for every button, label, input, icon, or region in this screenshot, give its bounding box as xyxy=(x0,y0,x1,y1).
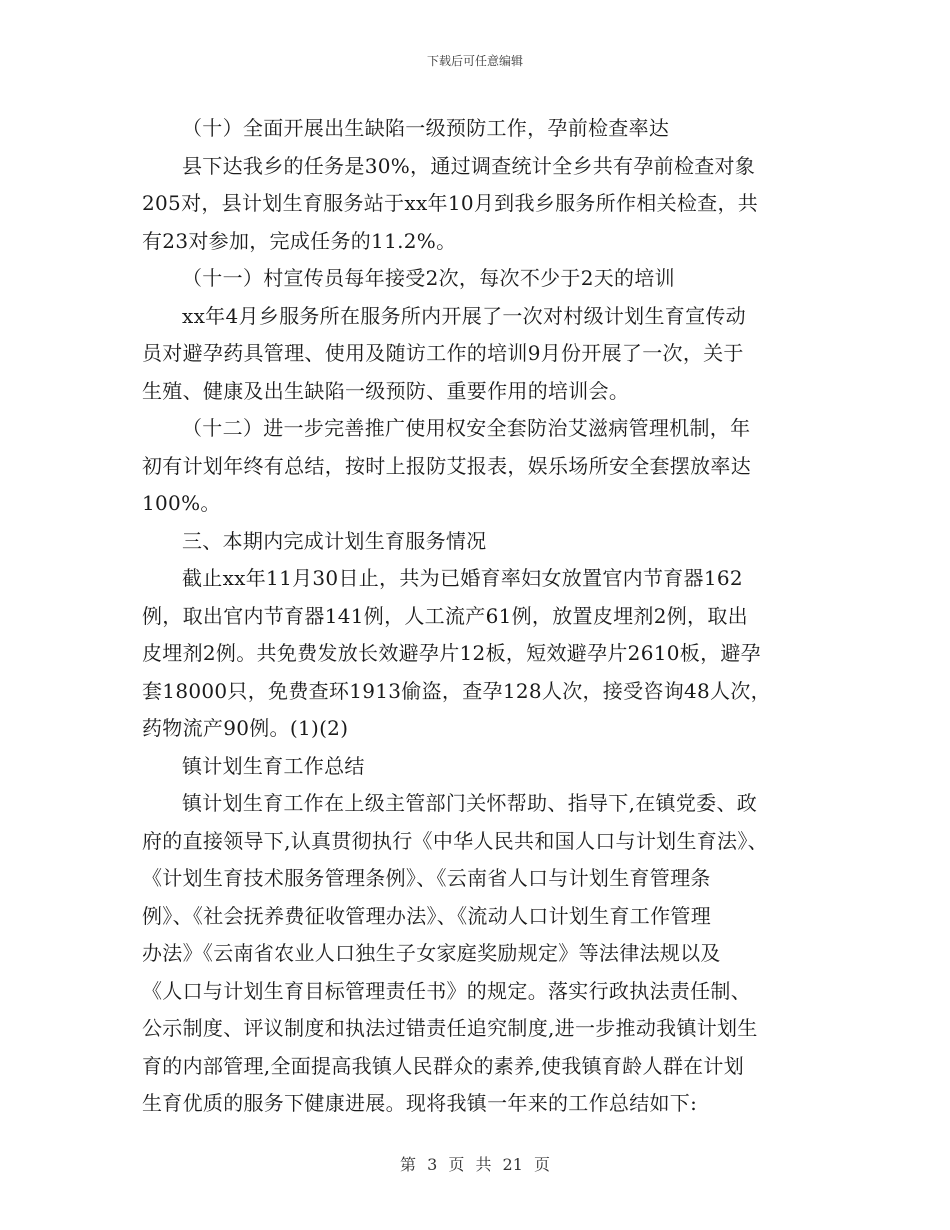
text-line: 育的内部管理,全面提高我镇人民群众的素养,使我镇育龄人群在计划 xyxy=(142,1053,745,1078)
text-line: xx年4月乡服务所在服务所内开展了一次对村级计划生育宣传动 xyxy=(182,303,746,328)
text-line: 员对避孕药具管理、使用及随访工作的培训9月份开展了一次，关于 xyxy=(142,341,744,365)
page-header: 下载后可任意编辑 xyxy=(426,54,523,68)
text-line: 有23对参加，完成任务的11.2%。 xyxy=(142,228,457,253)
text-line: 《人口与计划生育目标管理责任书》的规定。落实行政执法责任制、 xyxy=(142,978,751,1003)
text-line: （十二）进一步完善推广使用权安全套防治艾滋病管理机制，年 xyxy=(182,416,751,440)
text-line: 《计划生育技术服务管理条例》、《云南省人口与计划生育管理条 xyxy=(142,866,711,890)
text-line: 生育优质的服务下健康进展。现将我镇一年来的工作总结如下: xyxy=(142,1091,698,1115)
document-body xyxy=(142,110,810,1123)
text-line: 套18000只，免费查环1913偷盗，查孕128人次，接受咨询48人次， xyxy=(142,678,771,703)
text-line: 三、本期内完成计划生育服务情况 xyxy=(182,528,487,553)
text-line: 205对，县计划生育服务站于xx年10月到我乡服务所作相关检查，共 xyxy=(142,191,759,215)
text-line: 镇计划生育工作总结 xyxy=(182,753,365,778)
text-line: 公示制度、评议制度和执法过错责任追究制度,进一步推动我镇计划生 xyxy=(142,1016,758,1040)
text-line: （十）全面开展出生缺陷一级预防工作，孕前检查率达 xyxy=(182,116,670,140)
text-line: 府的直接领导下,认真贯彻执行《中华人民共和国人口与计划生育法》、 xyxy=(142,828,768,853)
text-line: 皮埋剂2例。共免费发放长效避孕片12板，短效避孕片2610板，避孕 xyxy=(142,641,761,665)
text-line: 例》、《社会抚养费征收管理办法》、《流动人口计划生育工作管理 xyxy=(142,903,711,928)
text-line: 生殖、健康及出生缺陷一级预防、重要作用的培训会。 xyxy=(142,378,630,403)
text-line: （十一）村宣传员每年接受2次，每次不少于2天的培训 xyxy=(182,266,675,290)
text-line: 药物流产90例。(1)(2) xyxy=(142,716,349,740)
text-line: 100%。 xyxy=(142,491,221,515)
text-line: 截止xx年11月30日止，共为已婚育率妇女放置官内节育器162 xyxy=(182,566,743,590)
text-line: 镇计划生育工作在上级主管部门关怀帮助、指导下,在镇党委、政 xyxy=(182,791,758,815)
text-line: 办法》《云南省农业人口独生子女家庭奖励规定》等法律法规以及 xyxy=(142,941,721,965)
text-line: 例，取出官内节育器141例，人工流产61例，放置皮埋剂2例，取出 xyxy=(142,603,748,628)
page-footer: 第 3 页 共 21 页 xyxy=(400,1155,550,1174)
text-line: 初有计划年终有总结，按时上报防艾报表，娱乐场所安全套摆放率达 xyxy=(142,453,751,478)
text-line: 县下达我乡的任务是30%，通过调查统计全乡共有孕前检查对象 xyxy=(182,153,756,178)
